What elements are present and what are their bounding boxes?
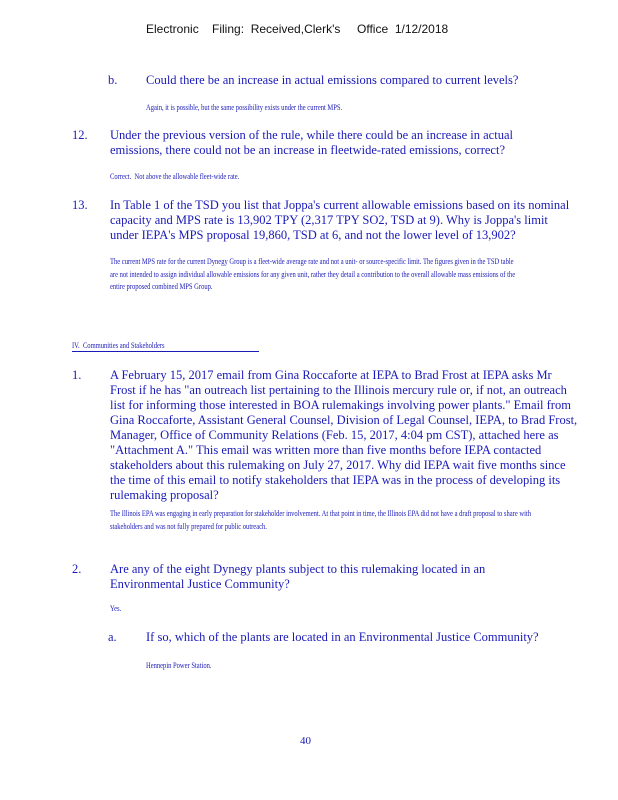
- section-heading: IV. Communities and Stakeholders: [72, 341, 165, 350]
- answer-text: Again, it is possible, but the same possibility exists under the current MPS.: [146, 103, 343, 112]
- filing-header: Electronic Filing: Received,Clerk's Office 1/12/2018: [146, 22, 449, 36]
- item-number: a.: [108, 630, 117, 644]
- page-number: 40: [300, 735, 311, 747]
- question-text: In Table 1 of the TSD you list that Joppa's current allowable emissions based on its nominal capacity and MPS rate is 13,902 TPY (2,317 TPY SO2, TSD at 9). Why is Joppa's limit under IEPA's MPS proposal 19,860, TSD at 6, and not the lower level of 13,902?: [110, 198, 570, 242]
- question-text: A February 15, 2017 email from Gina Roccaforte at IEPA to Brad Frost at IEPA asks Mr Frost if he has "an outreach list pertaining to the Illinois mercury rule or, if not, an outreach list for informing those interested in BOA rulemakings involving power plants." Email from Gina Roccaforte, Assistant General Counsel, Division of Legal Counsel, IEPA, to Brad Frost, Manager, Office of Community Relations (Feb. 15, 2017, 4:04 pm CST), attached here as "Attachment A." This email was written more than five months before IEPA contacted stakeholders about this rulemaking on July 27, 2017. Why did IEPA wait five months since the time of this email to notify stakeholders that IEPA was in the process of developing its rulemaking proposal?: [110, 368, 578, 502]
- item-number: 12.: [72, 128, 88, 142]
- item-number: 2.: [72, 562, 82, 576]
- section-underline: [72, 351, 259, 352]
- item-number: 13.: [72, 198, 88, 212]
- question-text: Are any of the eight Dynegy plants subject to this rulemaking located in an Environmental Justice Community?: [110, 562, 486, 591]
- question-text: Could there be an increase in actual emissions compared to current levels?: [146, 73, 519, 87]
- item-number: b.: [108, 73, 118, 87]
- answer-text: Correct. Not above the allowable fleet-wide rate.: [110, 172, 240, 181]
- item-number: 1.: [72, 368, 82, 382]
- answer-text: The current MPS rate for the current Dynegy Group is a fleet-wide average rate and not a unit- or source-specific limit. The figures given in the TSD table are not intended to assign individual allowable emissions for any given unit, rather they detail a contribution to the overall allowable mass emissions of the entire proposed combined MPS Group.: [110, 257, 516, 291]
- answer-text: Hennepin Power Station.: [146, 661, 212, 670]
- answer-text: Yes.: [110, 604, 122, 613]
- answer-text: The Illinois EPA was engaging in early preparation for stakeholder involvement. At that point in time, the Illinois EPA did not have a draft proposal to share with stakeholders and was not fully prepared for public outreach.: [110, 509, 531, 531]
- question-text: Under the previous version of the rule, while there could be an increase in actual emissions, there could not be an increase in fleetwide-rated emissions, correct?: [110, 128, 513, 157]
- question-text: If so, which of the plants are located in an Environmental Justice Community?: [146, 630, 539, 644]
